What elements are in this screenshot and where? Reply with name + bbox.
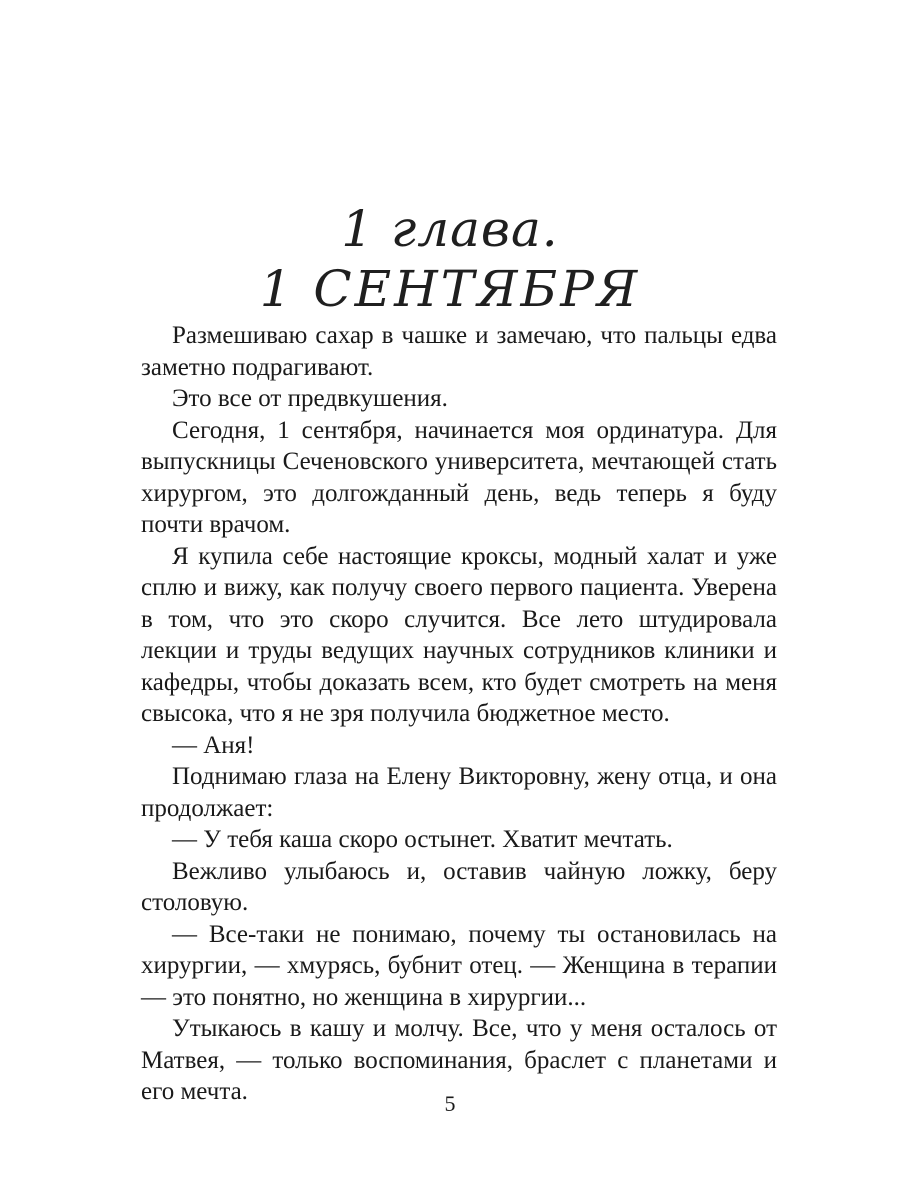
dialogue-line: — Все-таки не понимаю, почему ты остановилась на хирургии, — хмурясь, бубнит отец. — Женщина в терапии — это понятно, но женщина в хирургии... bbox=[141, 920, 777, 1011]
paragraph: Вежливо улыбаюсь и, оставив чайную ложку, беру столовую. bbox=[141, 857, 777, 916]
page-number: 5 bbox=[444, 1091, 456, 1116]
paragraph: Я купила себе настоящие кроксы, модный халат и уже сплю и вижу, как получу своего первого пациента. Уверена в том, что это скоро случится. Все лето штудировала лекции и труды ведущих научных сотрудников клиники и кафедры, чтобы доказать всем, кто будет смотреть на меня свысока, что я не зря получила бюджетное место. bbox=[141, 542, 777, 727]
dialogue-line: — Аня! bbox=[172, 731, 255, 759]
dialogue-line: — У тебя каша скоро остынет. Хватит мечтать. bbox=[172, 826, 673, 853]
paragraph: Поднимаю глаза на Елену Викторовну, жену отца, и она продолжает: bbox=[141, 763, 777, 822]
paragraph: Это все от предвкушения. bbox=[172, 385, 448, 412]
paragraph: Размешиваю сахар в чашке и замечаю, что пальцы едва заметно подрагивают. bbox=[141, 322, 777, 381]
chapter-title: 1 СЕНТЯБРЯ bbox=[259, 260, 641, 319]
paragraph: Сегодня, 1 сентября, начинается моя ординатура. Для выпускницы Сеченовского университета, мечтающей стать хирургом, это долгожданный день, ведь теперь я буду почти врачом. bbox=[141, 416, 777, 538]
chapter-heading bbox=[0, 199, 900, 319]
chapter-number: 1 глава. bbox=[341, 200, 559, 259]
chapter-body bbox=[141, 320, 777, 1108]
paragraph: Утыкаюсь в кашу и молчу. Все, что у меня осталось от Матвея, — только воспоминания, браслет с планетами и его мечта. bbox=[141, 1015, 777, 1105]
